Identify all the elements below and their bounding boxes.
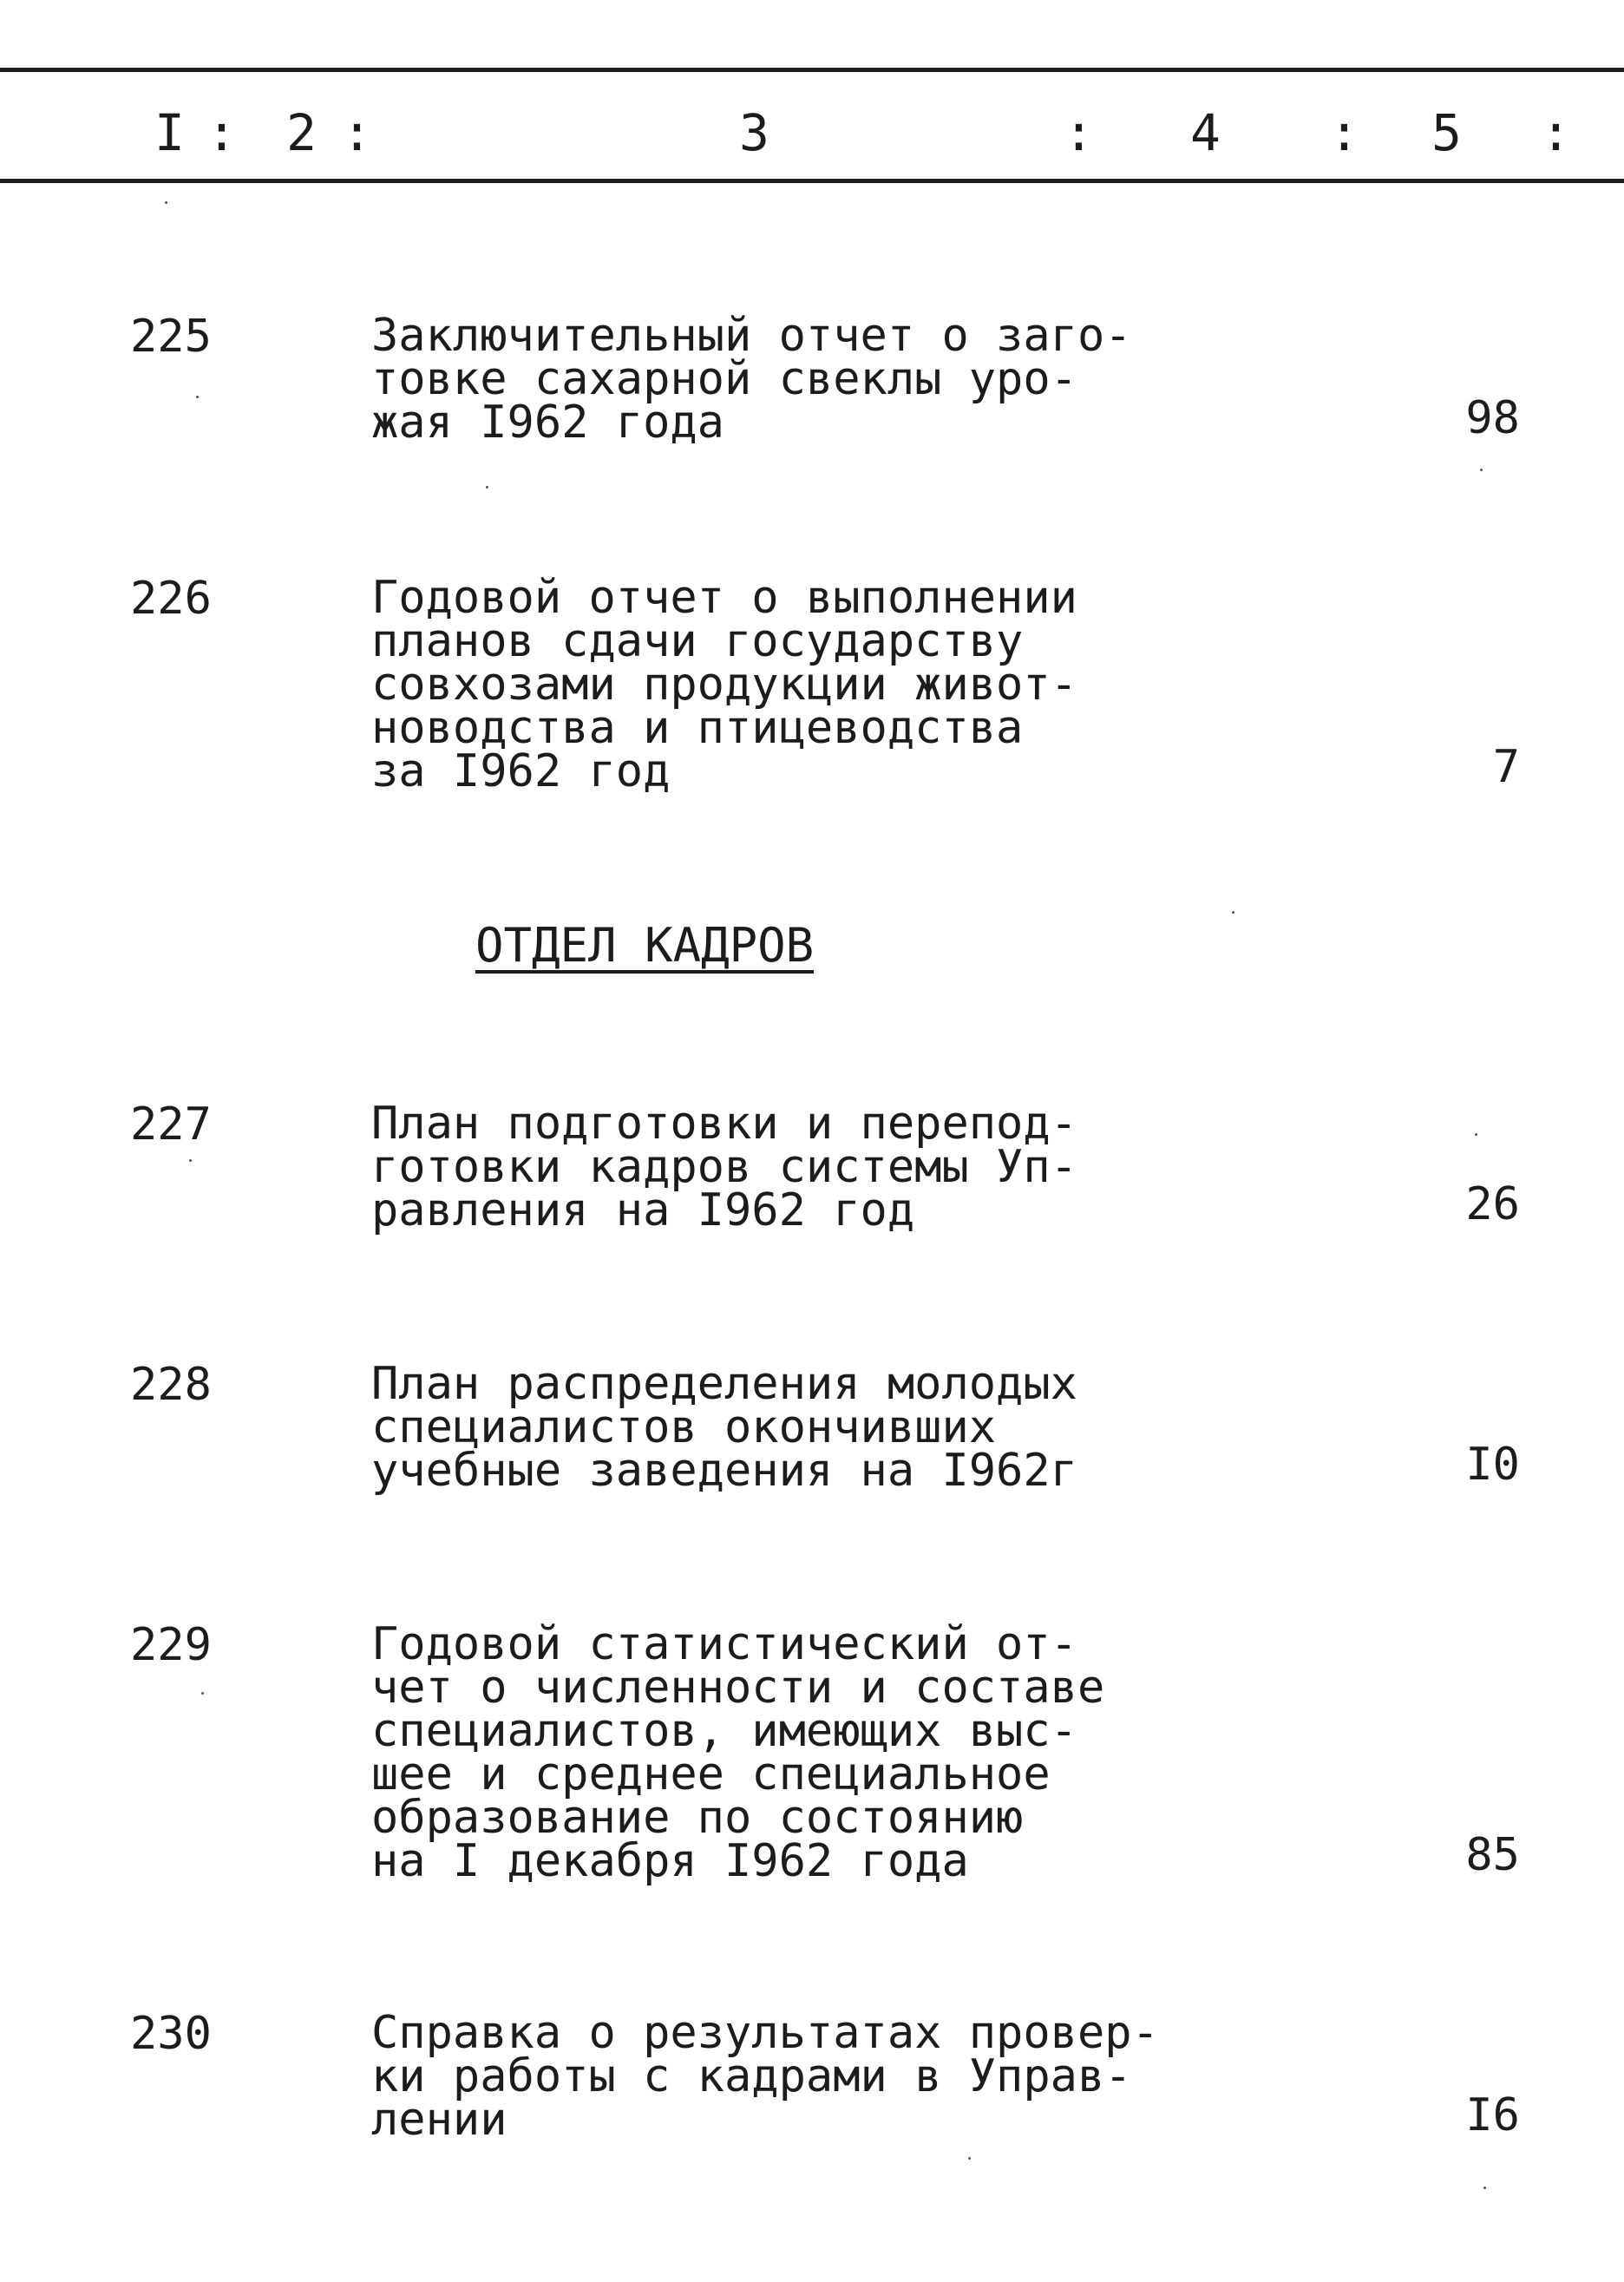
- entry-number: 227: [130, 1098, 212, 1151]
- description-line: совхозами продукции живот-: [371, 659, 1077, 711]
- header-separator: :: [342, 103, 372, 162]
- entry-description: [371, 1618, 1152, 1887]
- entry-page-count: I6: [1465, 2089, 1520, 2141]
- description-line: Заключительный отчет о заго-: [371, 310, 1132, 362]
- entry-number: 230: [130, 2008, 212, 2060]
- header-top-rule: [0, 68, 1624, 72]
- scan-speck: [1480, 469, 1483, 471]
- description-line: за I962 год: [371, 745, 671, 797]
- description-line: на I декабря I962 года: [371, 1835, 969, 1887]
- scan-speck: [189, 1159, 192, 1162]
- header-separator: :: [1541, 103, 1571, 162]
- header-col-2: 2: [286, 103, 317, 162]
- entry-page-count: I0: [1465, 1439, 1520, 1491]
- entry-number: 226: [130, 573, 212, 625]
- description-line: шее и среднее специальное: [371, 1748, 1051, 1800]
- header-bottom-rule: [0, 179, 1624, 183]
- scan-speck: [968, 2157, 971, 2160]
- entry-number: 225: [130, 311, 212, 363]
- entry-page-count: 85: [1465, 1829, 1520, 1881]
- description-line: Годовой отчет о выполнении: [371, 572, 1077, 624]
- entry-page-count: 26: [1465, 1178, 1520, 1230]
- description-line: образование по состоянию: [371, 1792, 1024, 1844]
- description-line: Справка о результатах провер-: [371, 2007, 1159, 2059]
- description-line: планов сдачи государству: [371, 615, 1024, 667]
- scan-speck: [165, 201, 167, 204]
- description-line: товке сахарной свеклы уро-: [371, 353, 1077, 405]
- description-line: чет о численности и составе: [371, 1662, 1105, 1714]
- description-line: лении: [371, 2094, 508, 2146]
- scan-speck: [1483, 2187, 1486, 2189]
- header-col-3: 3: [739, 103, 769, 162]
- scan-speck: [196, 396, 199, 398]
- description-line: учебные заведения на I962г: [371, 1445, 1077, 1497]
- header-separator: :: [1329, 103, 1359, 162]
- scan-speck: [201, 1692, 204, 1695]
- entry-page-count: 98: [1465, 392, 1520, 444]
- entry-description: [371, 1358, 1152, 1497]
- description-line: жая I962 года: [371, 397, 724, 449]
- header-separator: :: [206, 103, 237, 162]
- entry-description: [371, 1098, 1152, 1236]
- description-line: готовки кадров системы Уп-: [371, 1141, 1077, 1193]
- scan-speck: [1475, 1133, 1477, 1136]
- header-separator: :: [1064, 103, 1094, 162]
- description-line: ки работы с кадрами в Управ-: [371, 2050, 1132, 2102]
- entry-number: 229: [130, 1619, 212, 1671]
- header-col-4: 4: [1190, 103, 1221, 162]
- entry-description: [371, 572, 1152, 797]
- description-line: равления на I962 год: [371, 1184, 915, 1236]
- header-col-5: 5: [1431, 103, 1462, 162]
- entry-description: [371, 310, 1152, 449]
- scan-speck: [486, 486, 488, 489]
- description-line: специалистов, имеющих выс-: [371, 1705, 1077, 1757]
- section-heading: ОТДЕЛ КАДРОВ: [475, 918, 815, 973]
- header-col-1: I: [154, 103, 185, 162]
- scan-speck: [1232, 911, 1234, 914]
- description-line: План подготовки и перепод-: [371, 1098, 1077, 1150]
- description-line: Годовой статистический от-: [371, 1618, 1077, 1670]
- entry-number: 228: [130, 1359, 212, 1411]
- description-line: План распределения молодых: [371, 1358, 1077, 1410]
- entry-description: [371, 2007, 1159, 2146]
- description-line: новодства и птицеводства: [371, 702, 1024, 754]
- entry-page-count: 7: [1492, 741, 1520, 793]
- description-line: специалистов окончивших: [371, 1401, 997, 1453]
